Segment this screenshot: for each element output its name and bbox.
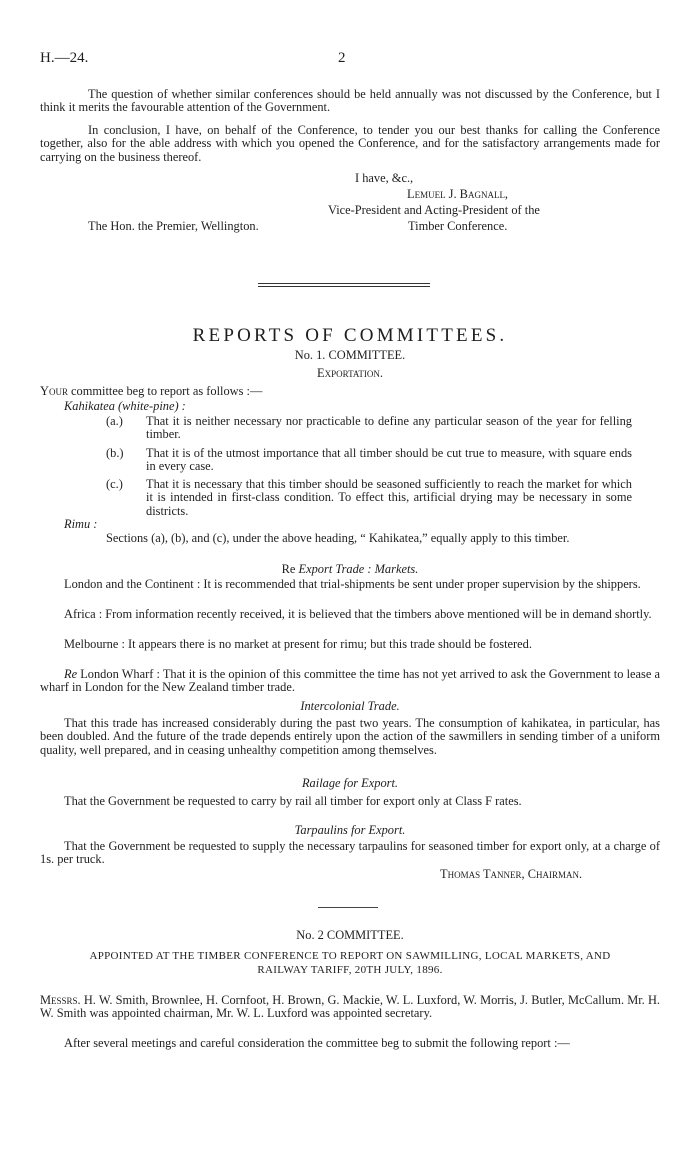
letter-signatory: Lemuel J. Bagnall, (407, 187, 509, 201)
committee-2-members (40, 994, 660, 1021)
railage-heading (40, 777, 660, 790)
members-text: H. W. Smith, Brownlee, H. Cornfoot, H. Brown, G. Mackie, W. L. Luxford, W. Morris, J. Butler, McCallum. Mr. H. W. Smith was appointed chairman, Mr. W. L. Luxford was appointed secretary. (40, 993, 660, 1021)
item-c-text: That it is necessary that this timber should be seasoned sufficiently to reach the market for which it is intended in first-class condition. To effect this, artificial drying may be necessary in some districts. (146, 477, 632, 518)
kahikatea-label-text: Kahikatea (white-pine) : (64, 399, 186, 413)
item-c (106, 478, 632, 518)
item-a-text: That it is neither necessary nor practicable to define any particular season of the year for felling timber. (146, 414, 632, 442)
intercolonial-heading-text: Intercolonial Trade. (300, 699, 400, 713)
item-a-letter: (a.) (106, 414, 123, 428)
intro-text: committee beg to report as follows :— (67, 384, 263, 398)
item-b-text: That it is of the utmost importance that all timber should be cut true to measure, with square ends in every case. (146, 446, 632, 474)
intercolonial-heading (40, 700, 660, 713)
members-lead-word: Messrs. (40, 993, 81, 1007)
rimu-label-text: Rimu : (64, 517, 98, 531)
item-a (106, 415, 632, 442)
tarpaulins-heading-text: Tarpaulins for Export. (294, 823, 406, 837)
item-c-letter: (c.) (106, 477, 123, 491)
export-trade-heading (40, 563, 660, 576)
committee-2-appointed-line-1: APPOINTED AT THE TIMBER CONFERENCE TO REPORT ON SAWMILLING, LOCAL MARKETS, AND (89, 950, 611, 962)
railage-paragraph: That the Government be requested to carry by rail all timber for export only at Class F rates. (64, 794, 522, 808)
london-paragraph: London and the Continent : It is recommended that trial-shipments be sent under proper supervision by the shippers. (64, 577, 641, 591)
item-b (106, 447, 632, 474)
signatory-title-line-1: Vice-President and Acting-President of the (328, 203, 540, 217)
railage-heading-text: Railage for Export. (301, 776, 398, 790)
committee-2-appointed-line-2: RAILWAY TARIFF, 20TH JULY, 1896. (257, 964, 443, 976)
item-b-letter: (b.) (106, 446, 124, 460)
tarpaulins-heading (40, 824, 660, 837)
letter-addressee: The Hon. the Premier, Wellington. (88, 219, 259, 233)
wharf-re: Re (64, 667, 78, 681)
africa-paragraph: Africa : From information recently received, it is believed that the timbers above mentioned will be in demand shortly. (64, 607, 652, 621)
letter-closing: I have, &c., (355, 171, 414, 185)
committee-2-heading: No. 2 COMMITTEE. (296, 928, 404, 942)
tarpaulins-paragraph: That the Government be requested to supply the necessary tarpaulins for seasoned timber for export only, at a charge of 1s. per truck. (40, 839, 660, 867)
export-heading-title: Export Trade : Markets. (298, 562, 419, 576)
committee-1-heading: No. 1. COMMITTEE. (294, 348, 406, 362)
committee-1-intro (40, 385, 262, 398)
committee-2-after-paragraph: After several meetings and careful consideration the committee beg to submit the following report :— (64, 1036, 570, 1050)
letter-paragraph-2: In conclusion, I have, on behalf of the Conference, to tender you our best thanks for calling the Conference together, also for the able address with which you opened the Conference, and for the satisfactory arrangements made for carrying on the business thereof. (40, 123, 660, 164)
wharf-text: London Wharf : That it is the opinion of this committee the time has not yet arrived to ask the Government to lease a wharf in London for the New Zealand timber trade. (40, 667, 660, 695)
rimu-text-body: Sections (a), (b), and (c), under the above heading, “ Kahikatea,” equally apply to this timber. (106, 531, 570, 545)
intercolonial-paragraph: That this trade has increased considerably during the past two years. The consumption of kahikatea, in particular, has been doubled. And the future of the trade depends entirely upon the action of the sawmillers in sending timber of a uniform quality, well prepared, and in ceasing unhealthy competition among themselves. (40, 716, 660, 757)
committee-divider (318, 907, 378, 908)
section-divider (258, 283, 430, 287)
melbourne-paragraph: Melbourne : It appears there is no market at present for rimu; but this trade should be fostered. (64, 637, 532, 651)
page-number: 2 (338, 50, 346, 66)
kahikatea-label (64, 400, 186, 413)
signatory-title-line-2: Timber Conference. (408, 219, 508, 233)
london-wharf-paragraph (40, 668, 660, 695)
rimu-text (106, 532, 632, 545)
intro-lead-word: Your (40, 384, 68, 398)
committee-1-subheading: Exportation. (317, 366, 383, 380)
letter-paragraph-1: The question of whether similar conferences should be held annually was not discussed by the Conference, but I think it merits the favourable attention of the Government. (40, 87, 660, 115)
rimu-label (64, 518, 97, 531)
document-reference: H.—24. (40, 50, 89, 66)
reports-title: REPORTS OF COMMITTEES. (192, 325, 508, 346)
export-heading-re: Re (281, 562, 299, 576)
committee-1-chairman: Thomas Tanner, Chairman. (440, 867, 583, 881)
